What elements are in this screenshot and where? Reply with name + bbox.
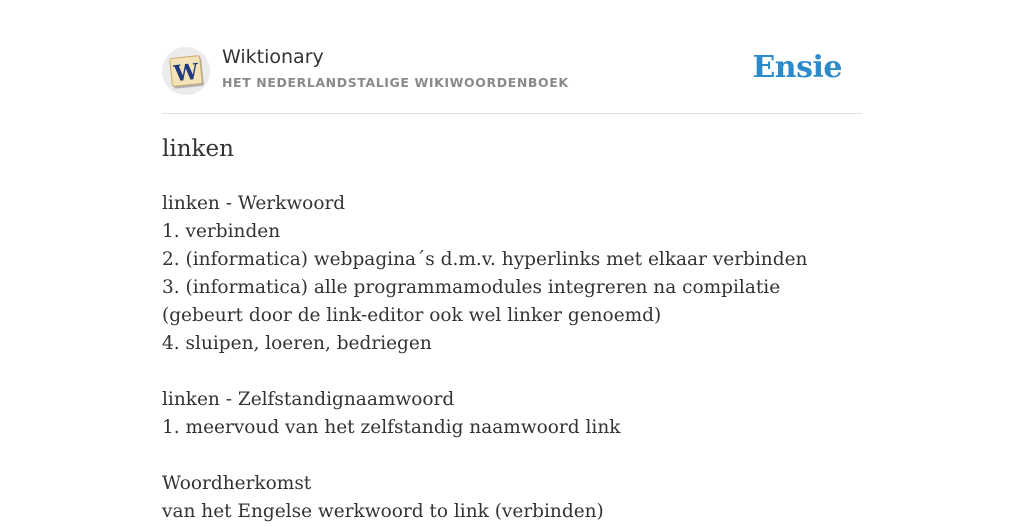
definition-item: 1. verbinden (162, 221, 281, 242)
site-name[interactable]: Wiktionary (222, 46, 324, 68)
definition-item: 4. sluipen, loeren, bedriegen (162, 333, 432, 354)
section-spacer (162, 358, 862, 386)
ensie-brand-logo[interactable]: Ensie (752, 50, 842, 85)
definition-item: 1. meervoud van het zelfstandig naamwoord link (162, 417, 621, 438)
page-title: linken (162, 136, 234, 162)
section-heading-woordherkomst: Woordherkomst (162, 473, 312, 494)
definition-item: 3. (informatica) alle programmamodules integreren na compilatie (gebeurt door de link-editor ook wel linker genoemd) (162, 277, 787, 326)
section-heading-werkwoord: linken - Werkwoord (162, 193, 346, 214)
page-container (162, 0, 862, 522)
site-subtitle: HET NEDERLANDSTALIGE WIKIWOORDENBOEK (222, 75, 569, 90)
definition-content (162, 190, 862, 526)
section-heading-zelfstandignaamwoord: linken - Zelfstandignaamwoord (162, 389, 455, 410)
svg-text:W: W (172, 58, 200, 88)
header (162, 0, 862, 114)
section-spacer (162, 442, 862, 470)
wiktionary-logo-icon[interactable] (162, 47, 210, 95)
definition-item: 2. (informatica) webpagina´s d.m.v. hyperlinks met elkaar verbinden (162, 249, 808, 270)
etymology-text: van het Engelse werkwoord to link (verbinden) (162, 501, 604, 522)
